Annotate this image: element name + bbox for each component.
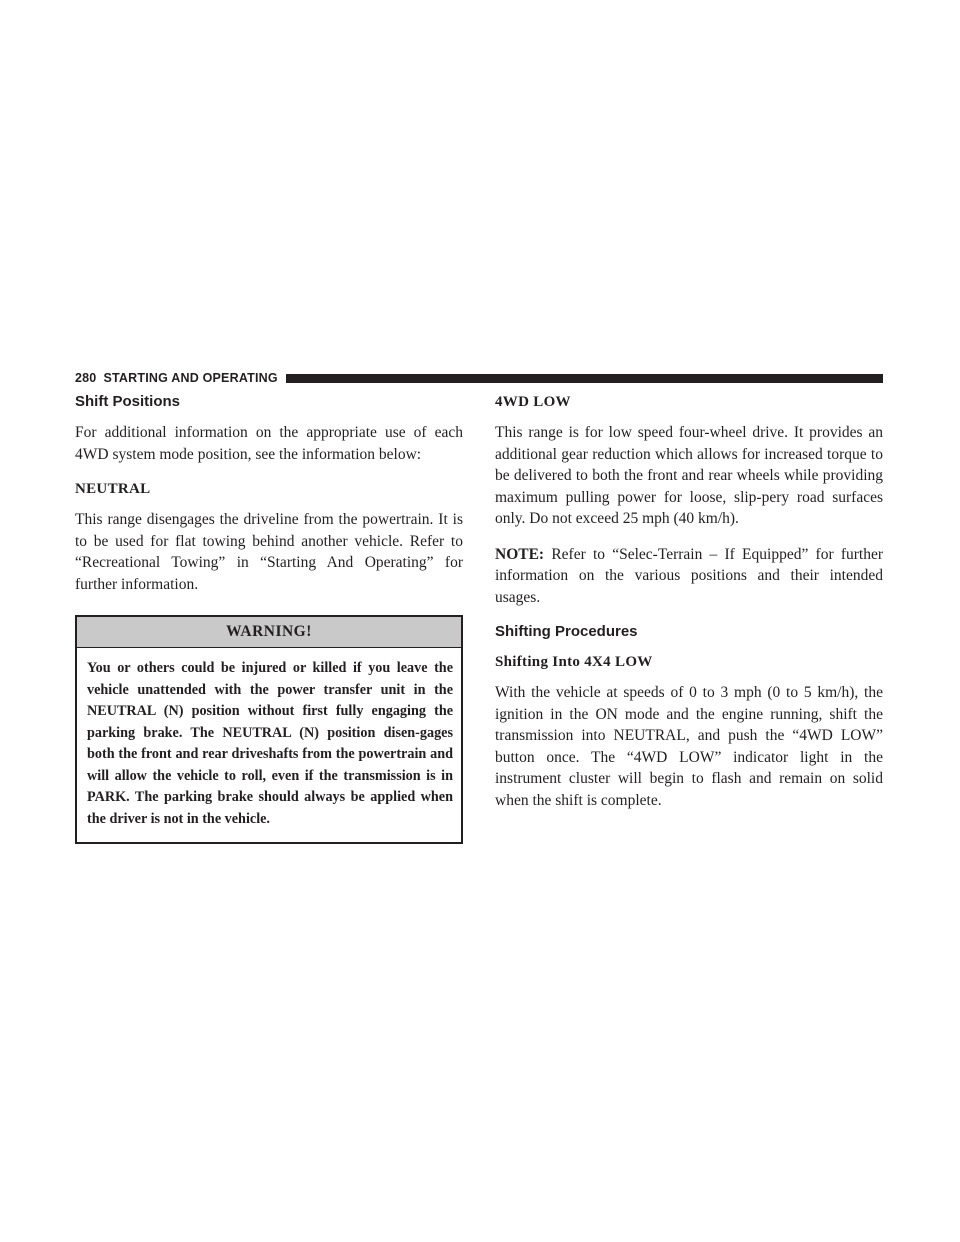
- 4wd-low-paragraph: This range is for low speed four-wheel drive. It provides an additional gear reduction which allows for increased torque to be delivered to both the front and rear wheels while providing maximum pulling power for loose, slip-pery road surfaces only. Do not exceed 25 mph (40 km/h).: [495, 424, 883, 527]
- shifting-procedures-heading: Shifting Procedures: [495, 623, 638, 640]
- warning-text: You or others could be injured or killed if you leave the vehicle unattended with the power transfer unit in the NEUTRAL (N) position without first fully engaging the parking brake. The NEUTRAL (N) position disen-gages both the front and rear driveshafts from the powertrain and will allow the vehicle to roll, even if the transmission is in PARK. The parking brake should always be applied when the driver is not in the vehicle.: [87, 660, 453, 827]
- neutral-heading: NEUTRAL: [75, 481, 151, 497]
- into-4x4-low-heading: Shifting Into 4X4 LOW: [495, 654, 653, 670]
- note-text: Refer to “Selec-Terrain – If Equipped” for further information on the various positions and their intended usages.: [495, 545, 883, 606]
- section-title: STARTING AND OPERATING: [103, 371, 278, 385]
- intro-paragraph: For additional information on the appropriate use of each 4WD system mode position, see the information below:: [75, 424, 463, 463]
- into-4x4-low-paragraph: With the vehicle at speeds of 0 to 3 mph (0 to 5 km/h), the ignition in the ON mode and the engine running, shift the transmission into NEUTRAL, and push the “4WD LOW” button once. The “4WD LOW” indicator light in the instrument cluster will begin to flash and remain on solid when the shift is complete.: [495, 684, 883, 809]
- header-rule: [286, 374, 883, 383]
- warning-box: [75, 615, 463, 844]
- 4wd-low-heading: 4WD LOW: [495, 394, 571, 410]
- page-header: [75, 370, 883, 386]
- right-column: [495, 392, 883, 811]
- note-paragraph: [495, 544, 883, 609]
- neutral-paragraph: This range disengages the driveline from the powertrain. It is to be used for flat towing behind another vehicle. Refer to “Recreational Towing” in “Starting And Operating” for further information.: [75, 511, 463, 593]
- page-number: 280: [75, 371, 97, 385]
- left-column: [75, 392, 463, 844]
- shift-positions-heading: Shift Positions: [75, 393, 180, 410]
- note-label: NOTE:: [495, 545, 545, 563]
- warning-title: WARNING!: [77, 617, 461, 648]
